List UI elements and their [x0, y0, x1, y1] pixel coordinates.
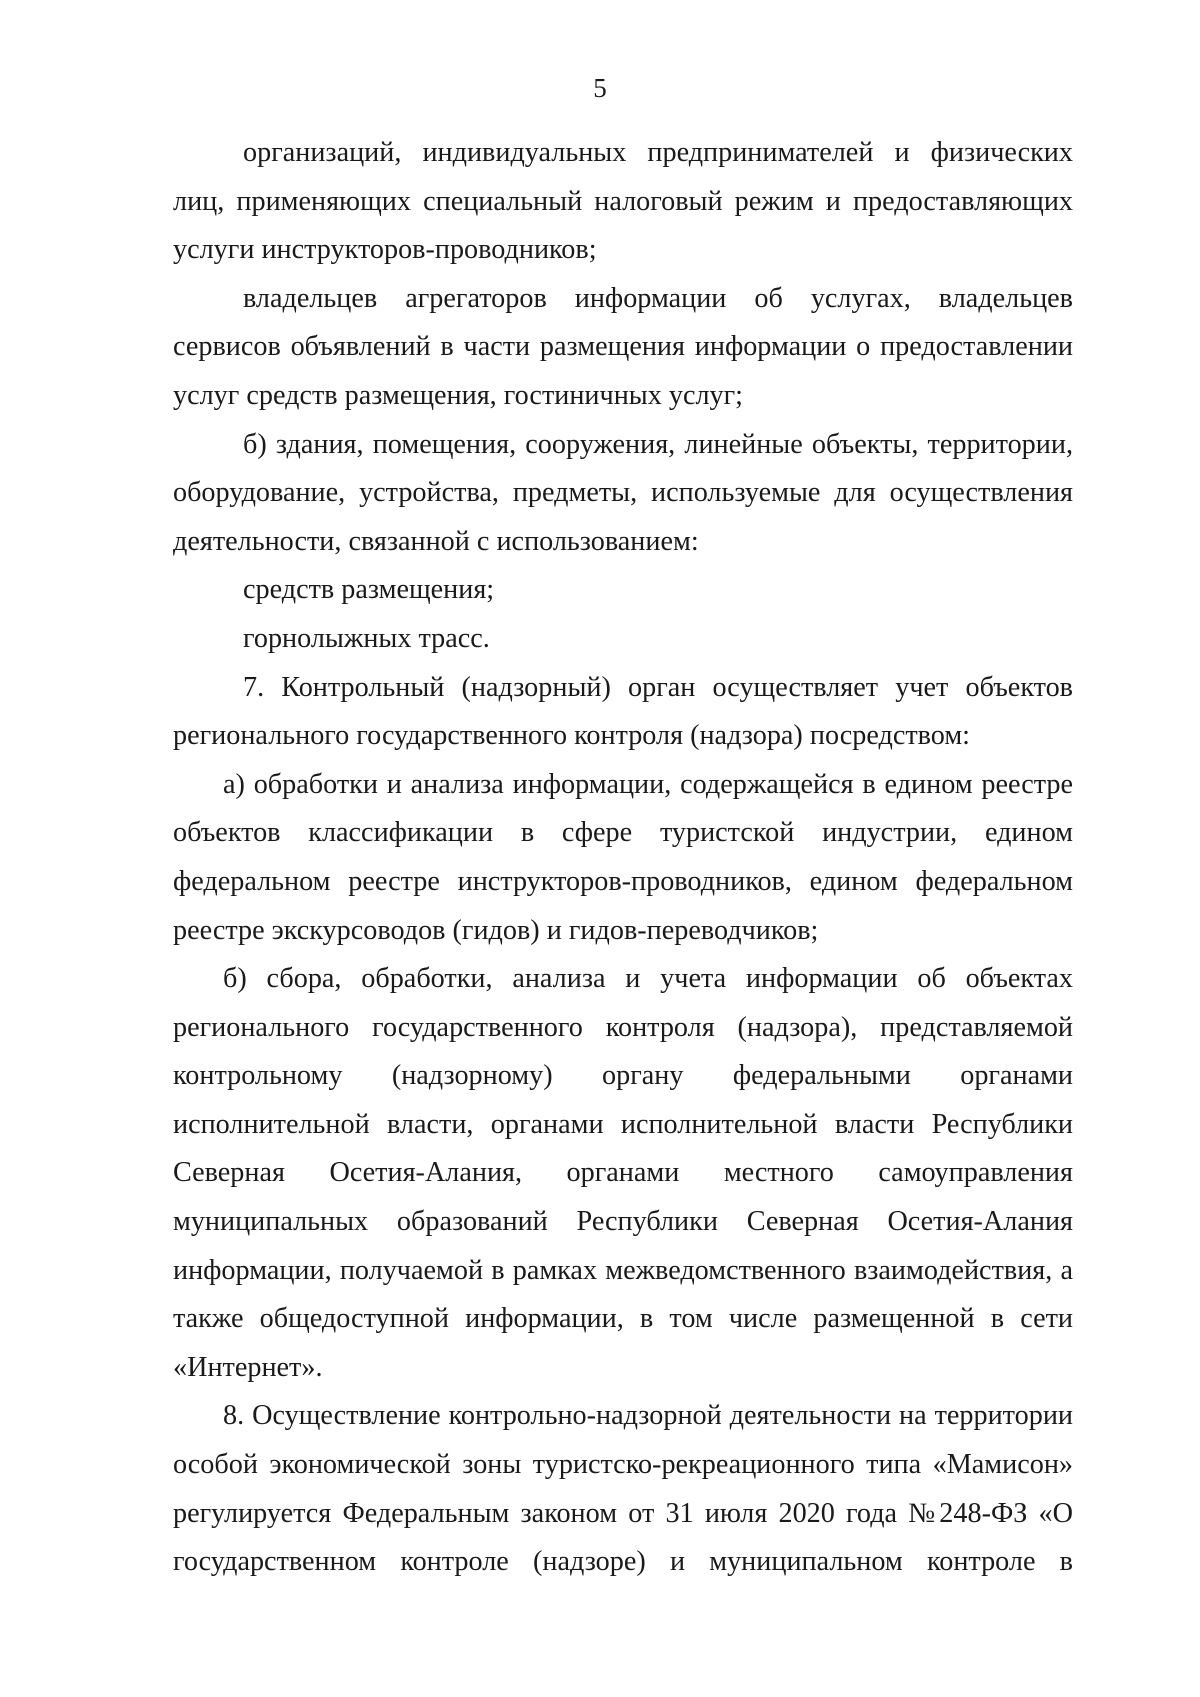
- paragraph-organizations: организаций, индивидуальных предпринимателей и физических лиц, применяющих специальный налоговый режим и предоставляющих услуги инструкторов-проводников;: [173, 137, 1073, 266]
- paragraph-accommodation: средств размещения;: [243, 574, 495, 606]
- paragraph-item-a-registers: а) обработки и анализа информации, содержащейся в едином реестре объектов классификации в сфере туристской индустрии, едином федеральном реестре инструкторов-проводников, едином федеральном реестре экскурсоводов (гидов) и гидов-переводчиков;: [173, 768, 1073, 946]
- paragraph-item-b-buildings: б) здания, помещения, сооружения, линейные объекты, территории, оборудование, устройства, предметы, используемые для осуществления деятельности, связанной с использованием:: [173, 428, 1073, 557]
- document-body: [173, 129, 1073, 1587]
- paragraph-clause-8: 8. Осуществление контрольно-надзорной деятельности на территории особой экономической зоны туристско-рекреационного типа «Мамисон» регулируется Федеральным законом от 31 июля 2020 года №248-ФЗ «О государственном контроле (надзоре) и муниципальном контроле в: [173, 1400, 1073, 1578]
- paragraph-item-b-information: б) сбора, обработки, анализа и учета информации об объектах регионального государственного контроля (надзора), представляемой контрольному (надзорному) органу федеральными органами исполнительной власти, органами исполнительной власти Республики Северная Осетия-Алания, органами местного самоуправления муниципальных образований Республики Северная Осетия-Алания информации, получаемой в рамках межведомственного взаимодействия, а также общедоступной информации, в том числе размещенной в сети «Интернет».: [173, 963, 1073, 1383]
- paragraph-ski-slopes: горнолыжных трасс.: [243, 622, 490, 654]
- page-number: 5: [593, 73, 607, 103]
- paragraph-aggregators: владельцев агрегаторов информации об услугах, владельцев сервисов объявлений в части размещения информации о предоставлении услуг средств размещения, гостиничных услуг;: [173, 282, 1073, 411]
- paragraph-clause-7: 7. Контрольный (надзорный) орган осуществляет учет объектов регионального государственного контроля (надзора) посредством:: [173, 671, 1073, 752]
